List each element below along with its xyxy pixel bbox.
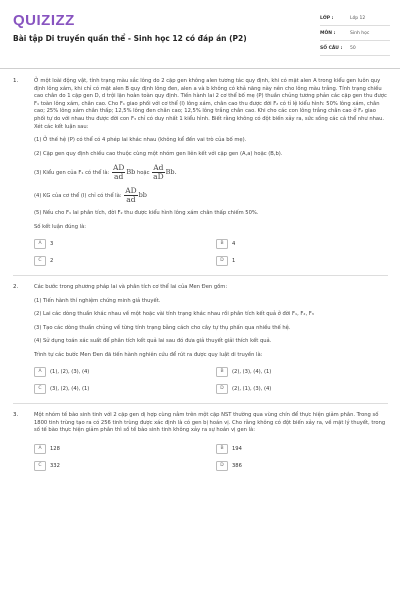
fraction-numerator: Ad xyxy=(153,163,164,173)
question-divider xyxy=(13,403,388,404)
option-letter: B xyxy=(216,444,228,454)
genotype-fraction xyxy=(124,187,137,204)
answer-options xyxy=(34,443,388,472)
option-text: 4 xyxy=(232,240,236,247)
meta-label: SỐ CÂU : xyxy=(320,46,343,51)
statement-1: (1) Ở thế hệ (P) có thể có 4 phép lai khác nhau (không kể đến vai trò của bố mẹ). xyxy=(34,137,247,144)
fraction-numerator: AD xyxy=(112,163,125,173)
answer-option-a[interactable] xyxy=(34,443,208,455)
answer-option-d[interactable] xyxy=(216,460,390,472)
option-letter: C xyxy=(34,461,46,471)
answer-option-c[interactable] xyxy=(34,460,208,472)
meta-row-question-count xyxy=(320,42,390,56)
option-text: 386 xyxy=(232,462,242,469)
option-text: (2), (1), (3), (4) xyxy=(232,385,272,392)
meta-row-subject xyxy=(320,27,390,41)
question-number: 3. xyxy=(13,411,19,418)
statement-3-or: hoặc xyxy=(136,170,150,177)
genotype-fraction xyxy=(112,164,125,181)
genotype-fraction xyxy=(152,164,165,181)
answer-option-b[interactable] xyxy=(216,443,390,455)
statement-2: (2) Lai các dòng thuần khác nhau về một hoặc vài tính trạng khác nhau rồi phân tích kết quả ở đời F₁, F₂, F₃ xyxy=(34,311,314,318)
question-list xyxy=(0,78,400,472)
meta-label: LỚP : xyxy=(320,16,334,21)
statement-4-prefix: (4) KG của cơ thể (I) chỉ có thể là: xyxy=(34,193,122,200)
option-text: (3), (2), (4), (1) xyxy=(50,385,90,392)
statement-4: (4) Sử dụng toán xác suất để phân tích kết quả lai sau đó đưa giả thuyết giải thích kết quả. xyxy=(34,338,272,345)
meta-value: 50 xyxy=(350,46,356,51)
option-letter: B xyxy=(216,239,228,249)
option-text: (1), (2), (3), (4) xyxy=(50,368,90,375)
option-letter: A xyxy=(34,367,46,377)
answer-option-a[interactable] xyxy=(34,238,208,250)
genotype-tail: Bb xyxy=(126,168,136,177)
answer-option-d[interactable] xyxy=(216,383,390,395)
statement-1: (1) Tiến hành thí nghiệm chứng minh giả thuyết. xyxy=(34,297,161,304)
question-lead: Trình tự các bước Men Đen đã tiến hành nghiên cứu để rút ra được quy luật di truyền là: xyxy=(34,351,263,358)
genotype-tail: bb xyxy=(138,191,147,200)
option-text: 3 xyxy=(50,240,54,247)
answer-option-d[interactable] xyxy=(216,255,390,267)
option-text: 194 xyxy=(232,445,242,452)
quizizz-logo: QUIZIZZ xyxy=(13,12,75,29)
statement-5: (5) Nếu cho F₁ lai phân tích, đời F₂ thu được kiểu hình lông xám chân thấp chiếm 50%. xyxy=(34,210,259,217)
answer-option-b[interactable] xyxy=(216,238,390,250)
meta-value: Lớp 12 xyxy=(350,16,366,21)
answer-option-b[interactable] xyxy=(216,366,390,378)
statement-3 xyxy=(34,164,388,181)
question-2 xyxy=(0,284,400,395)
option-letter: D xyxy=(216,461,228,471)
question-number: 2. xyxy=(13,283,19,290)
option-text: 128 xyxy=(50,445,60,452)
statement-4 xyxy=(34,187,388,204)
worksheet-meta xyxy=(320,12,390,57)
option-text: 332 xyxy=(50,462,60,469)
meta-label: MÔN : xyxy=(320,31,336,36)
fraction-numerator: AD xyxy=(125,186,137,196)
question-1 xyxy=(0,78,400,267)
question-text: Một nhóm tế bào sinh tinh với 2 cặp gen dị hợp cùng nằm trên một cặp NST thường qua vùng chín để thực hiện giảm phân. Trong số 1800 tinh trùng tạo ra có 256 tinh trùng được xác định là có gen bị hoán vị. Cho rằng không có đột biến xảy ra, về mặt lý thuyết, trong số tế bào thực hiện giảm phân thì số tế bào sinh tinh không xảy ra sự hoán vị gen là: xyxy=(34,411,386,434)
statement-3-prefix: (3) Kiểu gen của F₁ có thể là: xyxy=(34,170,110,177)
question-3 xyxy=(0,412,400,472)
option-letter: D xyxy=(216,384,228,394)
header-divider xyxy=(0,68,400,69)
fraction-denominator: ad xyxy=(126,195,136,205)
question-text: Ở một loài động vật, tính trạng màu sắc lông do 2 cặp gen không alen tương tác quy định, khi có mặt alen A trong kiểu gen luôn quy định lông xám, khi chỉ có mặt alen B quy định lông đen, alen a và b không có khả năng này nên cho lông màu trắng. Tính trạng chiều cao chân do 1 cặp gen D, d trội lặn hoàn toàn quy định. Tiến hành lai 2 cơ thể bố mẹ (P) thuần chủng tương phản các cặp gen thu được F₁ toàn lông xám, chân cao. Cho F₁ giao phối với cơ thể (I) lông xám, chân cao thu được đời F₂ có tỉ lệ kiểu hình: 50% lông xám, chân cao; 25% lông xám chân thấp; 12,5% lông đen chân cao; 12,5% lông trắng chân cao. Khi cho các con lông trắng chân cao ở F₂ giao phối tự do với nhau thu được đời con F₃ chỉ có duy nhất 1 kiểu hình. Biết rằng không có đột biến xảy ra, sức sống các cá thể như nhau. Xét các kết luận sau: xyxy=(34,78,387,130)
fraction-denominator: ad xyxy=(114,172,124,182)
question-divider xyxy=(13,275,388,276)
option-text: (2), (3), (4), (1) xyxy=(232,368,272,375)
question-text: Các bước trong phương pháp lai và phân tích cơ thể lai của Men Đen gồm: xyxy=(34,283,228,290)
option-letter: C xyxy=(34,384,46,394)
option-letter: C xyxy=(34,256,46,266)
answer-option-a[interactable] xyxy=(34,366,208,378)
option-text: 2 xyxy=(50,257,54,264)
fraction-denominator: aD xyxy=(153,172,164,182)
statement-3: (3) Tạo các dòng thuần chủng về từng tính trạng bằng cách cho cây tự thụ phấn qua nhiều thế hệ. xyxy=(34,324,291,331)
meta-row-class xyxy=(320,12,390,26)
question-lead: Số kết luận đúng là: xyxy=(34,223,87,230)
worksheet-title: Bài tập Di truyền quần thể - Sinh học 12 có đáp án (P2) xyxy=(13,34,247,43)
option-letter: D xyxy=(216,256,228,266)
answer-option-c[interactable] xyxy=(34,383,208,395)
genotype-tail: Bb. xyxy=(165,168,177,177)
worksheet-header xyxy=(0,0,400,62)
statement-2: (2) Cặp gen quy định chiều cao thuộc cùng một nhóm gen liên kết với cặp gen (A,a) hoặc (B,b). xyxy=(34,150,283,157)
answer-options xyxy=(34,238,388,267)
option-text: 1 xyxy=(232,257,236,264)
answer-options xyxy=(34,366,388,395)
option-letter: A xyxy=(34,444,46,454)
answer-option-c[interactable] xyxy=(34,255,208,267)
option-letter: A xyxy=(34,239,46,249)
meta-value: Sinh học xyxy=(350,31,370,36)
option-letter: B xyxy=(216,367,228,377)
question-number: 1. xyxy=(13,78,19,84)
